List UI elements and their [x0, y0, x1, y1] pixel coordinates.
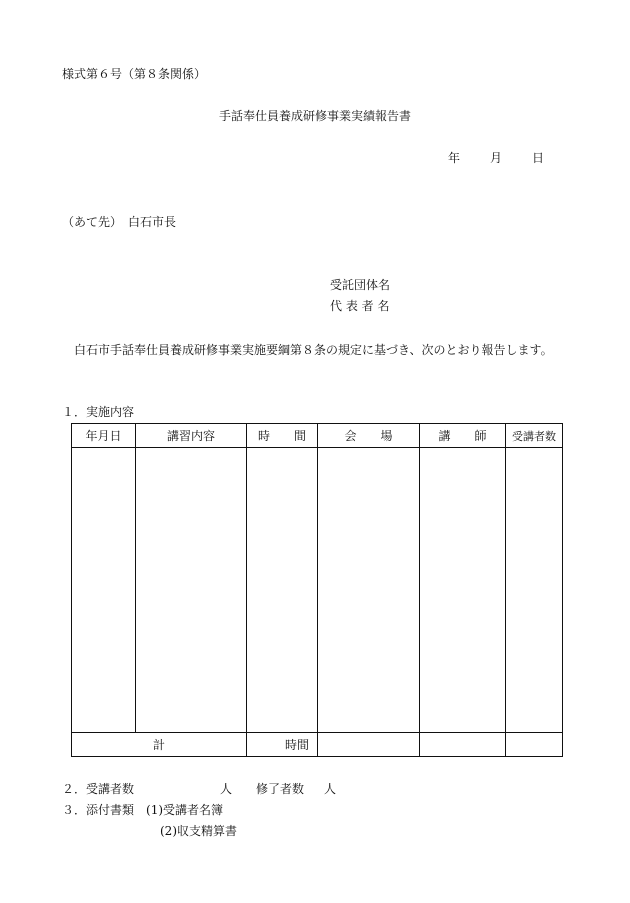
col-participants: 受講者数 [506, 424, 563, 448]
cell-content[interactable] [136, 448, 247, 733]
cell-venue[interactable] [318, 448, 420, 733]
total-participants-cell[interactable] [506, 733, 563, 757]
date-day: 日 [532, 151, 545, 165]
date-month: 月 [490, 151, 503, 165]
report-table [71, 423, 563, 757]
table-header-row [72, 424, 563, 448]
body-text: 白石市手話奉仕員養成研修事業実施要綱第８条の規定に基づき、次のとおり報告します。 [74, 343, 553, 357]
total-instructor-cell[interactable] [420, 733, 506, 757]
attachment-item-2: (2)収支精算書 [160, 824, 237, 838]
cell-instructor[interactable] [420, 448, 506, 733]
table-body-row [72, 448, 563, 733]
col-venue: 会 場 [318, 424, 420, 448]
total-hours-label: 時間 [247, 733, 318, 757]
section3-line [62, 802, 223, 818]
addressee: （あて先） 白石市長 [62, 215, 177, 229]
completed-label: 修了者数 [256, 782, 305, 796]
total-venue-cell[interactable] [318, 733, 420, 757]
participants-label: ２．受講者数 [62, 782, 135, 796]
cell-time[interactable] [247, 448, 318, 733]
attachment-item-1: (1)受講者名簿 [146, 803, 224, 817]
col-instructor: 講 師 [420, 424, 506, 448]
attachments-label: ３．添付書類 [62, 803, 135, 817]
completed-unit: 人 [324, 782, 337, 796]
date-line [448, 150, 544, 166]
col-time: 時 間 [247, 424, 318, 448]
cell-participants[interactable] [506, 448, 563, 733]
participants-unit: 人 [220, 782, 233, 796]
cell-date[interactable] [72, 448, 136, 733]
col-date: 年月日 [72, 424, 136, 448]
total-label: 計 [72, 733, 247, 757]
section1-title: １．実施内容 [62, 405, 135, 419]
representative-label: 代 表 者 名 [330, 299, 390, 313]
document-title: 手話奉仕員養成研修事業実績報告書 [218, 109, 411, 123]
form-number: 様式第６号（第８条関係） [62, 67, 207, 81]
org-name-label: 受託団体名 [330, 278, 391, 292]
date-year: 年 [448, 151, 461, 165]
col-content: 講習内容 [136, 424, 247, 448]
table-total-row [72, 733, 563, 757]
section2-line [62, 781, 336, 797]
